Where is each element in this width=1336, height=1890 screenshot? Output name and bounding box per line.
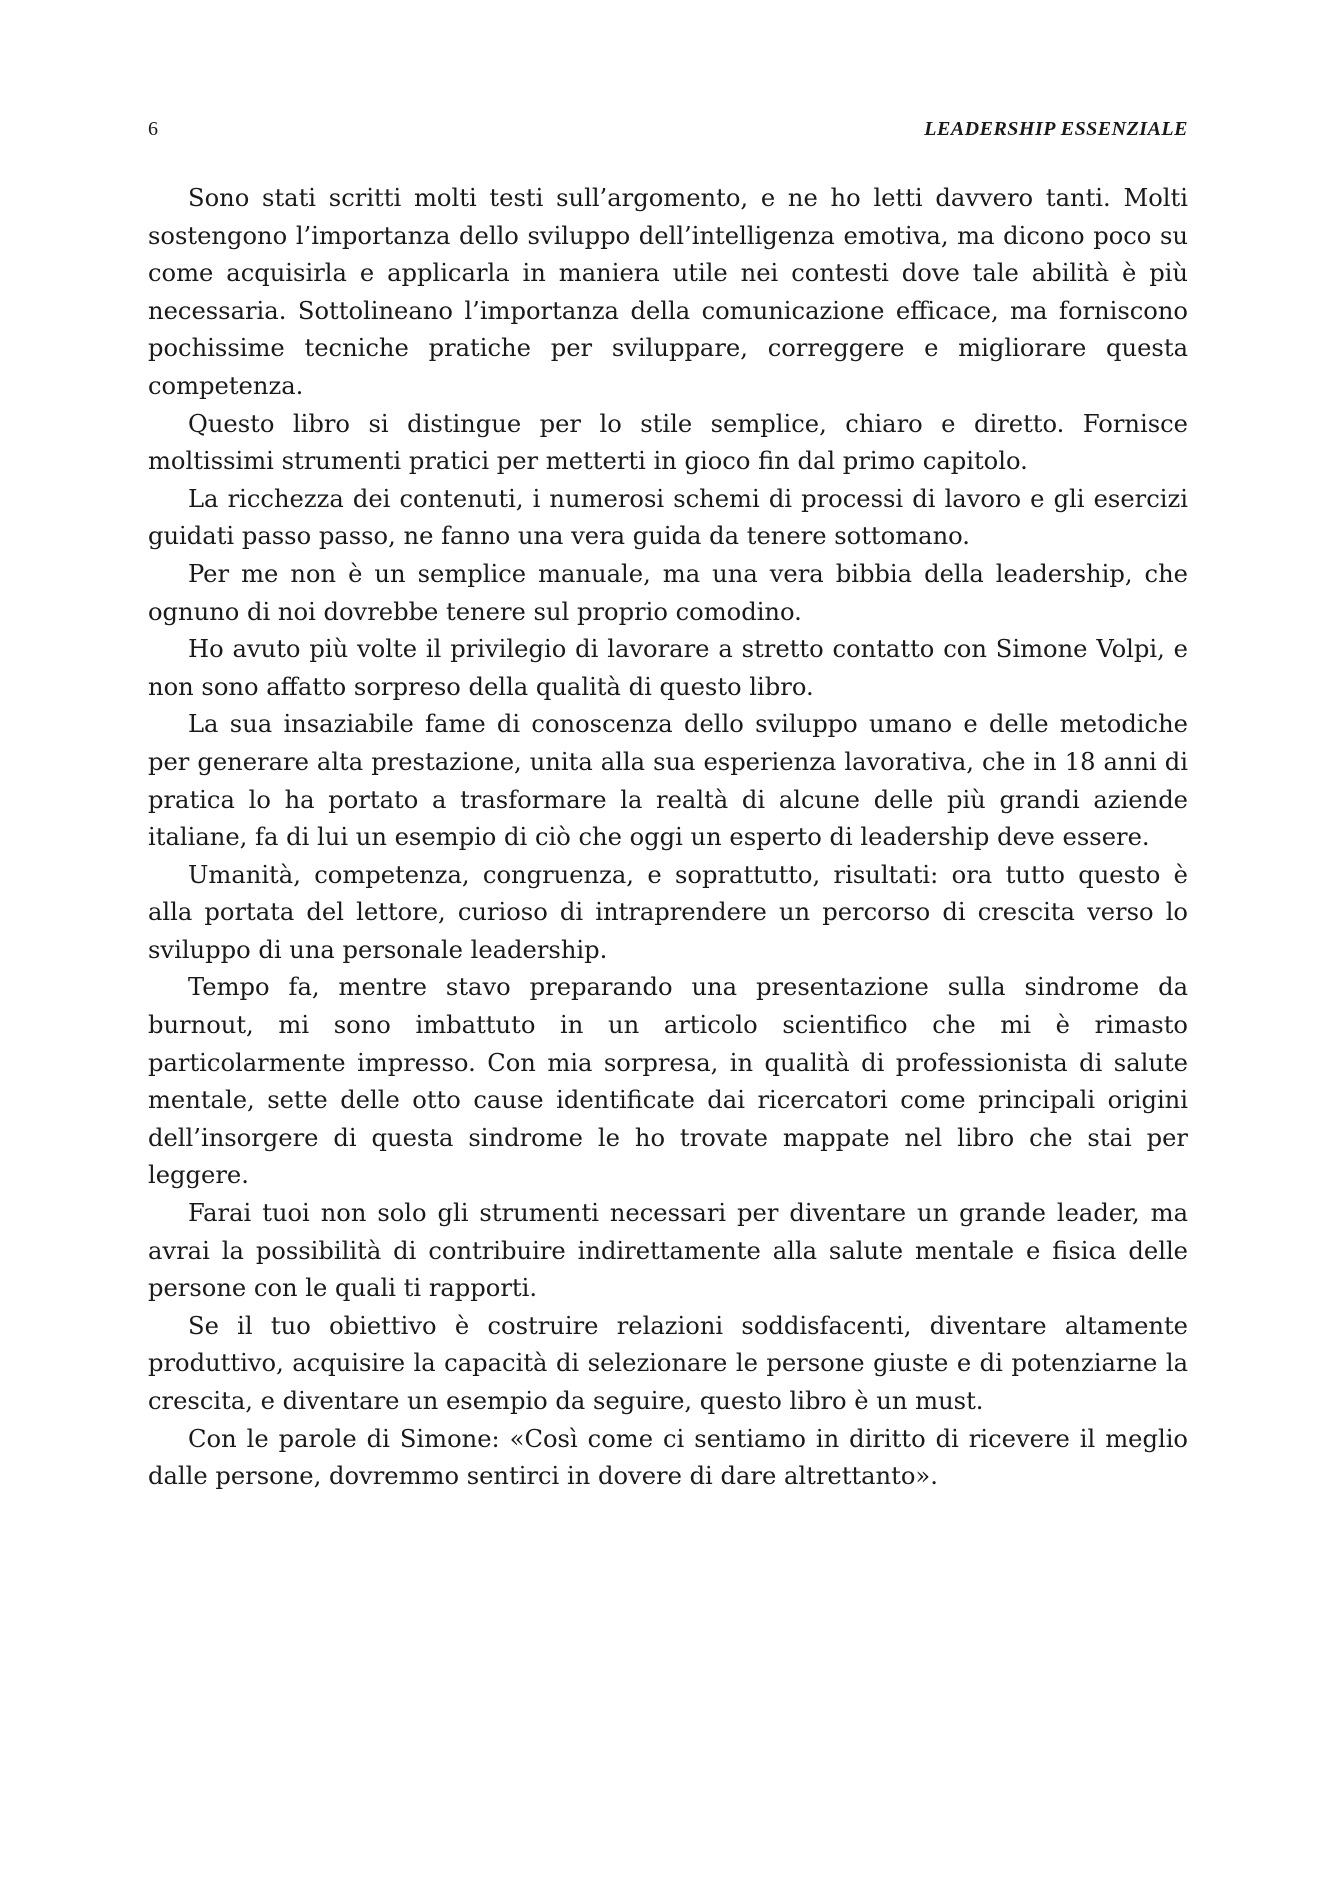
paragraph: Per me non è un semplice manuale, ma una vera bibbia della leadership, che ognuno di noi dovrebbe tenere sul proprio comodino. [148, 559, 1188, 626]
body-text [148, 180, 1188, 1496]
running-head [148, 118, 1188, 148]
paragraph: Ho avuto più volte il privilegio di lavorare a stretto contatto con Simone Volpi, e non sono affatto sorpreso della qualità di questo libro. [148, 635, 1188, 701]
paragraph: Sono stati scritti molti testi sull’argomento, e ne ho letti davvero tanti. Molti sostengono l’importanza dello sviluppo dell’intelligenza emotiva, ma dicono poco su come acquisirla e applicarla in maniera utile nei contesti dove tale abilità è più necessaria. Sottolineano l’importanza della comunicazione efficace, ma forniscono pochissime tecniche pratiche per sviluppare, correggere e migliorare questa competenza. [148, 184, 1188, 400]
page-number: 6 [148, 118, 158, 140]
book-title: LEADERSHIP ESSENZIALE [924, 118, 1188, 140]
paragraph: Se il tuo obiettivo è costruire relazioni soddisfacenti, diventare altamente produttivo, acquisire la capacità di selezionare le persone giuste e di potenziarne la crescita, e diventare un esempio da seguire, questo libro è un must. [148, 1311, 1188, 1415]
paragraph: Con le parole di Simone: «Così come ci sentiamo in diritto di ricevere il meglio dalle persone, dovremmo sentirci in dovere di dare altrettanto». [148, 1424, 1188, 1491]
paragraph: Questo libro si distingue per lo stile semplice, chiaro e diretto. Fornisce moltissimi strumenti pratici per metterti in gioco fin dal primo capitolo. [148, 409, 1188, 476]
paragraph: La ricchezza dei contenuti, i numerosi schemi di processi di lavoro e gli esercizi guidati passo passo, ne fanno una vera guida da tenere sottomano. [148, 484, 1188, 551]
paragraph: Umanità, competenza, congruenza, e soprattutto, risultati: ora tutto questo è alla portata del lettore, curioso di intraprendere un percorso di crescita verso lo sviluppo di una personale leadership. [148, 860, 1188, 964]
paragraph: La sua insaziabile fame di conoscenza dello sviluppo umano e delle metodiche per generare alta prestazione, unita alla sua esperienza lavorativa, che in 18 anni di pratica lo ha portato a trasformare la realtà di alcune delle più grandi aziende italiane, fa di lui un esempio di ciò che oggi un esperto di leadership deve essere. [148, 710, 1188, 852]
paragraph: Tempo fa, mentre stavo preparando una presentazione sulla sindrome da burnout, mi sono imbattuto in un articolo scientifico che mi è rimasto particolarmente impresso. Con mia sorpresa, in qualità di professionista di salute mentale, sette delle otto cause identificate dai ricercatori come principali origini dell’insorgere di questa sindrome le ho trovate mappate nel libro che stai per leggere. [148, 973, 1188, 1190]
paragraph: Farai tuoi non solo gli strumenti necessari per diventare un grande leader, ma avrai la possibilità di contribuire indirettamente alla salute mentale e fisica delle persone con le quali ti rapporti. [148, 1199, 1188, 1303]
